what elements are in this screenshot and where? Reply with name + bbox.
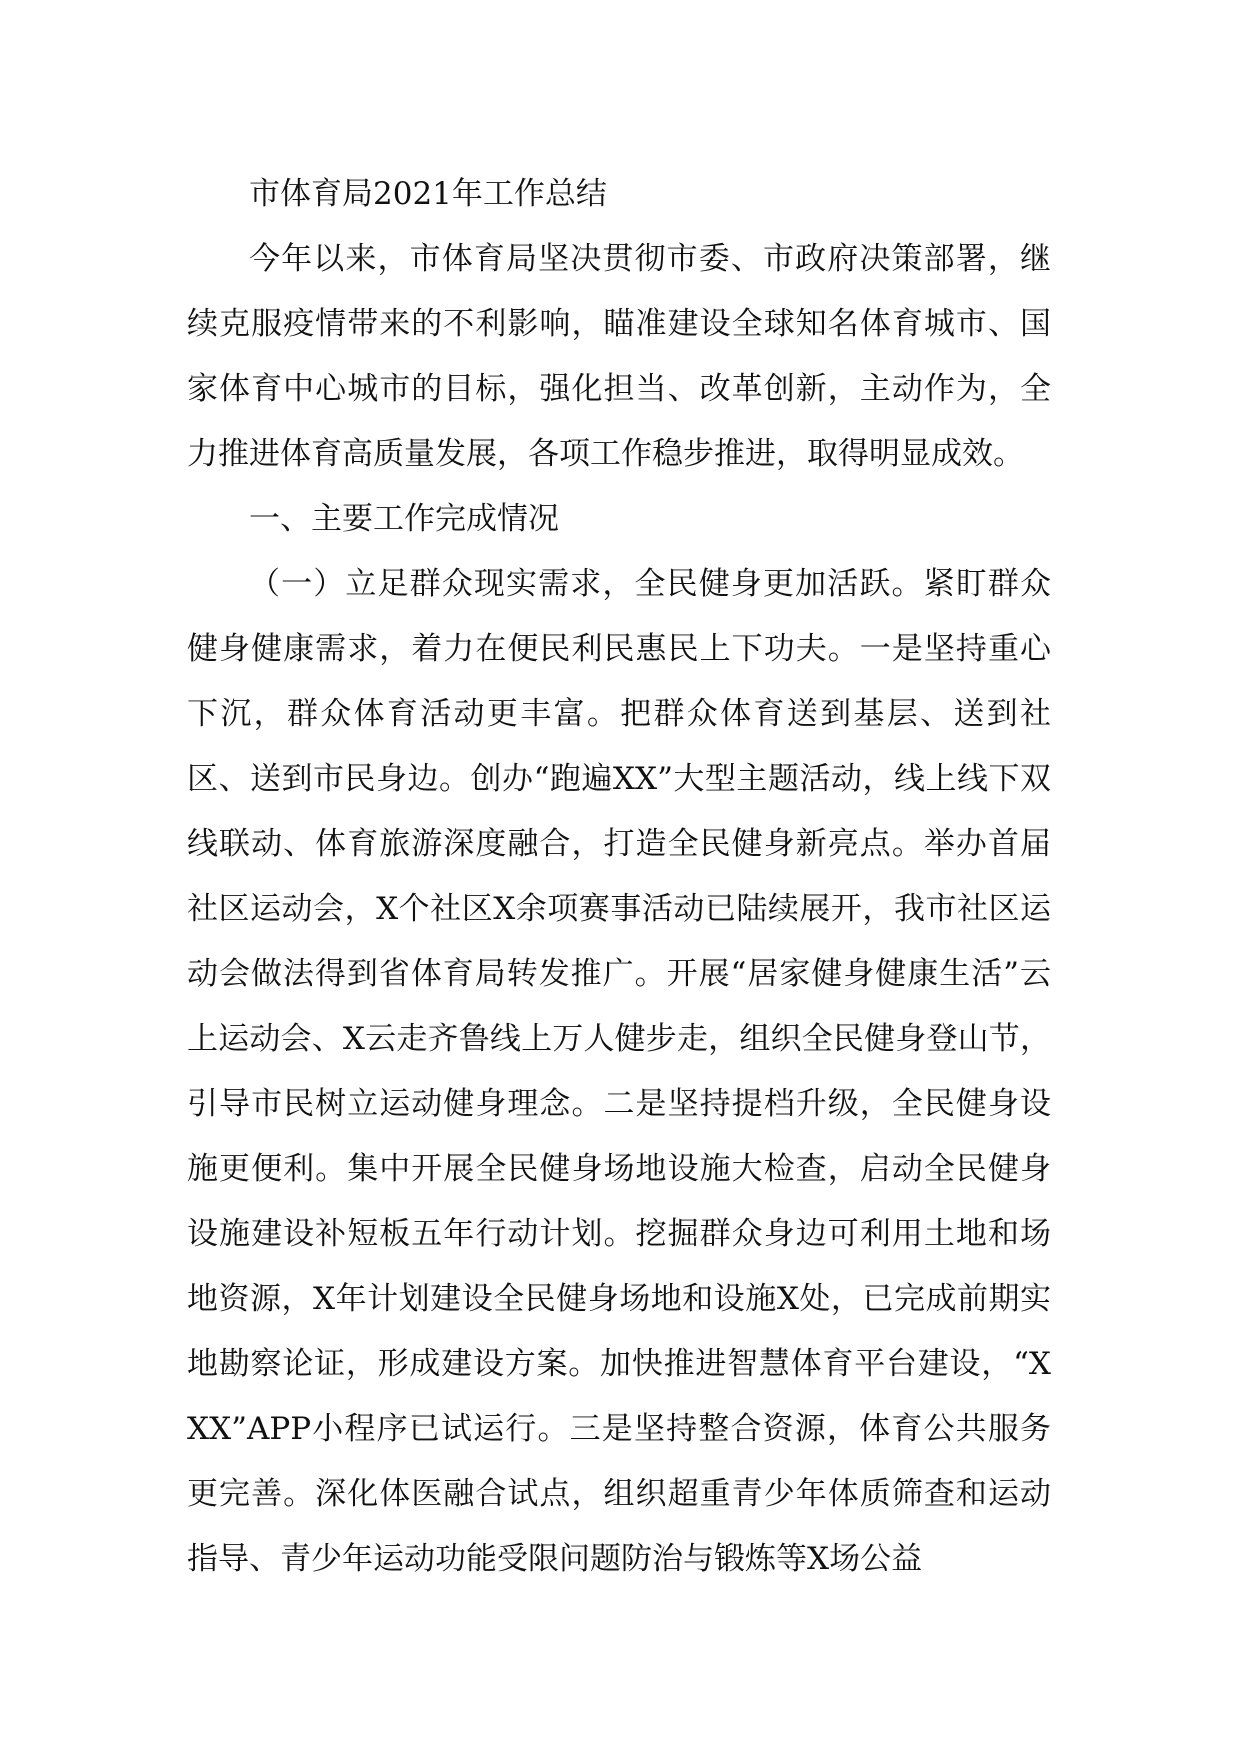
document-title: 市体育局2021年工作总结	[249, 176, 607, 212]
section-heading: 一、主要工作完成情况	[249, 501, 559, 537]
body-paragraph: （一）立足群众现实需求，全民健身更加活跃。紧盯群众健身健康需求，着力在便民利民惠民上下功夫。一是坚持重心下沉，群众体育活动更丰富。把群众体育送到基层、送到社区、送到市民身边。创办“跑遍XX”大型主题活动，线上线下双线联动、体育旅游深度融合，打造全民健身新亮点。举办首届社区运动会，X个社区X余项赛事活动已陆续展开，我市社区运动会做法得到省体育局转发推广。开展“居家健身健康生活”云上运动会、X云走齐鲁线上万人健步走，组织全民健身登山节，引导市民树立运动健身理念。二是坚持提档升级，全民健身设施更便利。集中开展全民健身场地设施大检查，启动全民健身设施建设补短板五年行动计划。挖掘群众身边可利用土地和场地资源，X年计划建设全民健身场地和设施X处，已完成前期实地勘察论证，形成建设方案。加快推进智慧体育平台建设，“XXX”APP小程序已试运行。三是坚持整合资源，体育公共服务更完善。深化体医融合试点，组织超重青少年体质筛查和运动指导、青少年运动功能受限问题防治与锻炼等X场公益	[187, 566, 1051, 1577]
intro-paragraph: 今年以来，市体育局坚决贯彻市委、市政府决策部署，继续克服疫情带来的不利影响，瞄准建设全球知名体育城市、国家体育中心城市的目标，强化担当、改革创新，主动作为，全力推进体育高质量发展，各项工作稳步推进，取得明显成效。	[187, 241, 1051, 472]
document-body	[187, 162, 1051, 1592]
